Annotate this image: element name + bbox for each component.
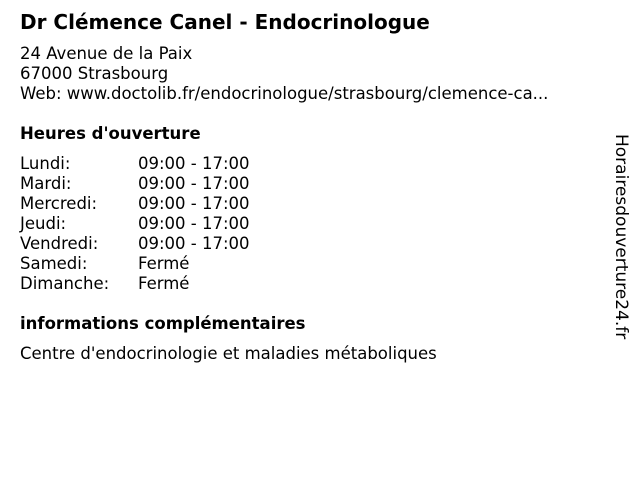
day-label: Jeudi: bbox=[20, 214, 67, 233]
day-label: Dimanche: bbox=[20, 274, 110, 293]
day-label: Lundi: bbox=[20, 154, 71, 173]
street-address: 24 Avenue de la Paix bbox=[20, 44, 193, 63]
time-value: 09:00 - 17:00 bbox=[138, 194, 250, 213]
time-value: Fermé bbox=[138, 254, 190, 273]
time-value: 09:00 - 17:00 bbox=[138, 234, 250, 253]
time-value: 09:00 - 17:00 bbox=[138, 214, 250, 233]
opening-hours-heading: Heures d'ouverture bbox=[20, 124, 201, 143]
page-title: Dr Clémence Canel - Endocrinologue bbox=[20, 10, 430, 34]
city-postcode: 67000 Strasbourg bbox=[20, 64, 169, 83]
time-value: Fermé bbox=[138, 274, 190, 293]
site-watermark: Horairesdouverture24.fr bbox=[611, 134, 631, 340]
day-label: Samedi: bbox=[20, 254, 88, 273]
additional-info-heading: informations complémentaires bbox=[20, 314, 306, 333]
time-value: 09:00 - 17:00 bbox=[138, 154, 250, 173]
day-label: Mardi: bbox=[20, 174, 72, 193]
day-label: Vendredi: bbox=[20, 234, 99, 253]
additional-info-text: Centre d'endocrinologie et maladies métaboliques bbox=[20, 344, 437, 363]
time-value: 09:00 - 17:00 bbox=[138, 174, 250, 193]
website-link[interactable]: Web: www.doctolib.fr/endocrinologue/strasbourg/clemence-ca... bbox=[20, 84, 549, 103]
address-block bbox=[20, 44, 548, 104]
day-label: Mercredi: bbox=[20, 194, 98, 213]
